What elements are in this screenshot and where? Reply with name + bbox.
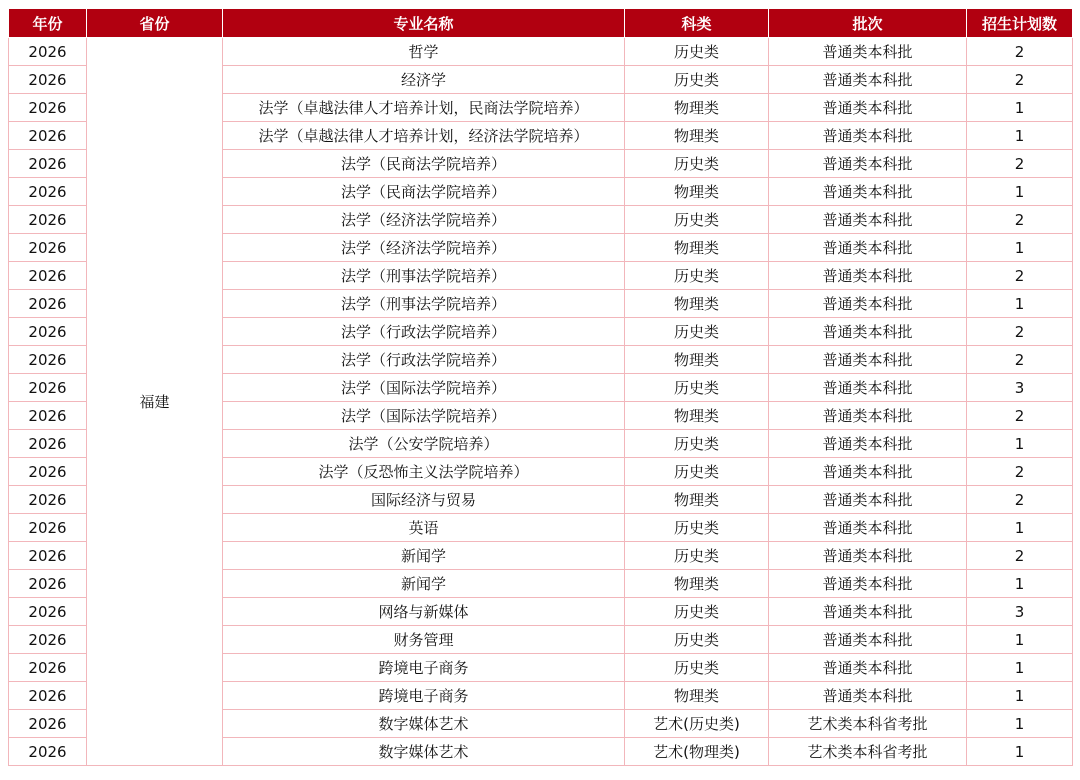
cell-batch: 普通类本科批: [769, 346, 967, 374]
cell-year: 2026: [9, 206, 87, 234]
cell-category: 历史类: [625, 66, 769, 94]
table-row: [9, 38, 1073, 66]
cell-major: 法学（卓越法律人才培养计划，经济法学院培养）: [223, 122, 625, 150]
cell-category: 物理类: [625, 178, 769, 206]
cell-year: 2026: [9, 570, 87, 598]
header-category: 科类: [625, 9, 769, 38]
cell-major: 新闻学: [223, 542, 625, 570]
cell-category: 历史类: [625, 206, 769, 234]
cell-major: 法学（国际法学院培养）: [223, 374, 625, 402]
cell-major: 法学（经济法学院培养）: [223, 206, 625, 234]
cell-year: 2026: [9, 150, 87, 178]
cell-batch: 普通类本科批: [769, 374, 967, 402]
cell-category: 物理类: [625, 402, 769, 430]
cell-plan: 2: [967, 262, 1073, 290]
cell-year: 2026: [9, 458, 87, 486]
cell-category: 历史类: [625, 374, 769, 402]
cell-year: 2026: [9, 598, 87, 626]
cell-year: 2026: [9, 66, 87, 94]
cell-plan: 1: [967, 430, 1073, 458]
cell-plan: 2: [967, 458, 1073, 486]
cell-major: 网络与新媒体: [223, 598, 625, 626]
cell-plan: 1: [967, 94, 1073, 122]
cell-plan: 2: [967, 346, 1073, 374]
cell-batch: 普通类本科批: [769, 514, 967, 542]
cell-plan: 2: [967, 486, 1073, 514]
cell-major: 法学（卓越法律人才培养计划，民商法学院培养）: [223, 94, 625, 122]
cell-plan: 1: [967, 122, 1073, 150]
cell-batch: 普通类本科批: [769, 122, 967, 150]
cell-major: 新闻学: [223, 570, 625, 598]
cell-major: 法学（经济法学院培养）: [223, 234, 625, 262]
cell-year: 2026: [9, 122, 87, 150]
cell-year: 2026: [9, 654, 87, 682]
cell-batch: 普通类本科批: [769, 290, 967, 318]
cell-year: 2026: [9, 626, 87, 654]
cell-batch: 艺术类本科省考批: [769, 710, 967, 738]
cell-category: 物理类: [625, 486, 769, 514]
table-header: [9, 9, 1073, 38]
cell-major: 跨境电子商务: [223, 654, 625, 682]
cell-plan: 3: [967, 598, 1073, 626]
header-year: 年份: [9, 9, 87, 38]
cell-batch: 普通类本科批: [769, 570, 967, 598]
cell-category: 历史类: [625, 430, 769, 458]
cell-plan: 2: [967, 318, 1073, 346]
cell-year: 2026: [9, 38, 87, 66]
table-body: [9, 38, 1073, 766]
cell-major: 法学（国际法学院培养）: [223, 402, 625, 430]
cell-year: 2026: [9, 542, 87, 570]
cell-plan: 1: [967, 178, 1073, 206]
cell-major: 经济学: [223, 66, 625, 94]
cell-batch: 普通类本科批: [769, 458, 967, 486]
cell-year: 2026: [9, 430, 87, 458]
cell-major: 数字媒体艺术: [223, 710, 625, 738]
cell-category: 物理类: [625, 346, 769, 374]
cell-batch: 普通类本科批: [769, 66, 967, 94]
cell-batch: 普通类本科批: [769, 542, 967, 570]
cell-batch: 普通类本科批: [769, 206, 967, 234]
cell-plan: 1: [967, 570, 1073, 598]
header-batch: 批次: [769, 9, 967, 38]
cell-major: 数字媒体艺术: [223, 738, 625, 766]
cell-plan: 1: [967, 626, 1073, 654]
cell-category: 艺术(物理类): [625, 738, 769, 766]
cell-major: 法学（反恐怖主义法学院培养）: [223, 458, 625, 486]
cell-year: 2026: [9, 346, 87, 374]
cell-plan: 2: [967, 402, 1073, 430]
cell-category: 历史类: [625, 598, 769, 626]
cell-category: 物理类: [625, 94, 769, 122]
cell-category: 历史类: [625, 542, 769, 570]
cell-category: 物理类: [625, 122, 769, 150]
cell-batch: 普通类本科批: [769, 38, 967, 66]
cell-year: 2026: [9, 514, 87, 542]
cell-province: 福建: [87, 38, 223, 766]
cell-major: 法学（民商法学院培养）: [223, 150, 625, 178]
cell-year: 2026: [9, 290, 87, 318]
cell-batch: 普通类本科批: [769, 682, 967, 710]
cell-category: 历史类: [625, 626, 769, 654]
cell-category: 物理类: [625, 234, 769, 262]
cell-year: 2026: [9, 374, 87, 402]
cell-category: 物理类: [625, 570, 769, 598]
cell-year: 2026: [9, 262, 87, 290]
cell-category: 历史类: [625, 514, 769, 542]
cell-plan: 1: [967, 738, 1073, 766]
cell-plan: 1: [967, 682, 1073, 710]
cell-category: 艺术(历史类): [625, 710, 769, 738]
cell-plan: 1: [967, 654, 1073, 682]
cell-plan: 1: [967, 514, 1073, 542]
header-row: [9, 9, 1073, 38]
cell-major: 跨境电子商务: [223, 682, 625, 710]
cell-plan: 1: [967, 234, 1073, 262]
cell-plan: 2: [967, 150, 1073, 178]
cell-batch: 普通类本科批: [769, 178, 967, 206]
cell-category: 历史类: [625, 654, 769, 682]
cell-plan: 2: [967, 66, 1073, 94]
cell-year: 2026: [9, 178, 87, 206]
cell-year: 2026: [9, 318, 87, 346]
cell-major: 国际经济与贸易: [223, 486, 625, 514]
cell-category: 历史类: [625, 458, 769, 486]
cell-batch: 普通类本科批: [769, 626, 967, 654]
header-province: 省份: [87, 9, 223, 38]
cell-major: 法学（公安学院培养）: [223, 430, 625, 458]
cell-year: 2026: [9, 710, 87, 738]
cell-major: 法学（行政法学院培养）: [223, 346, 625, 374]
cell-batch: 艺术类本科省考批: [769, 738, 967, 766]
cell-plan: 1: [967, 290, 1073, 318]
cell-batch: 普通类本科批: [769, 486, 967, 514]
cell-plan: 3: [967, 374, 1073, 402]
cell-category: 物理类: [625, 290, 769, 318]
header-major: 专业名称: [223, 9, 625, 38]
enrollment-plan-table: [8, 8, 1073, 766]
cell-major: 英语: [223, 514, 625, 542]
cell-batch: 普通类本科批: [769, 318, 967, 346]
cell-year: 2026: [9, 682, 87, 710]
cell-batch: 普通类本科批: [769, 654, 967, 682]
cell-major: 法学（刑事法学院培养）: [223, 262, 625, 290]
header-plan: 招生计划数: [967, 9, 1073, 38]
cell-category: 历史类: [625, 262, 769, 290]
cell-category: 历史类: [625, 38, 769, 66]
cell-category: 历史类: [625, 150, 769, 178]
cell-batch: 普通类本科批: [769, 598, 967, 626]
cell-major: 法学（民商法学院培养）: [223, 178, 625, 206]
cell-year: 2026: [9, 94, 87, 122]
cell-year: 2026: [9, 234, 87, 262]
enrollment-plan-table-wrapper: [8, 8, 1072, 766]
cell-major: 法学（刑事法学院培养）: [223, 290, 625, 318]
cell-year: 2026: [9, 402, 87, 430]
cell-major: 哲学: [223, 38, 625, 66]
cell-plan: 1: [967, 710, 1073, 738]
cell-batch: 普通类本科批: [769, 150, 967, 178]
cell-major: 财务管理: [223, 626, 625, 654]
cell-category: 历史类: [625, 318, 769, 346]
cell-plan: 2: [967, 542, 1073, 570]
cell-category: 物理类: [625, 682, 769, 710]
cell-batch: 普通类本科批: [769, 94, 967, 122]
cell-batch: 普通类本科批: [769, 402, 967, 430]
cell-major: 法学（行政法学院培养）: [223, 318, 625, 346]
cell-year: 2026: [9, 738, 87, 766]
cell-plan: 2: [967, 38, 1073, 66]
cell-year: 2026: [9, 486, 87, 514]
cell-batch: 普通类本科批: [769, 234, 967, 262]
cell-batch: 普通类本科批: [769, 430, 967, 458]
cell-plan: 2: [967, 206, 1073, 234]
cell-batch: 普通类本科批: [769, 262, 967, 290]
